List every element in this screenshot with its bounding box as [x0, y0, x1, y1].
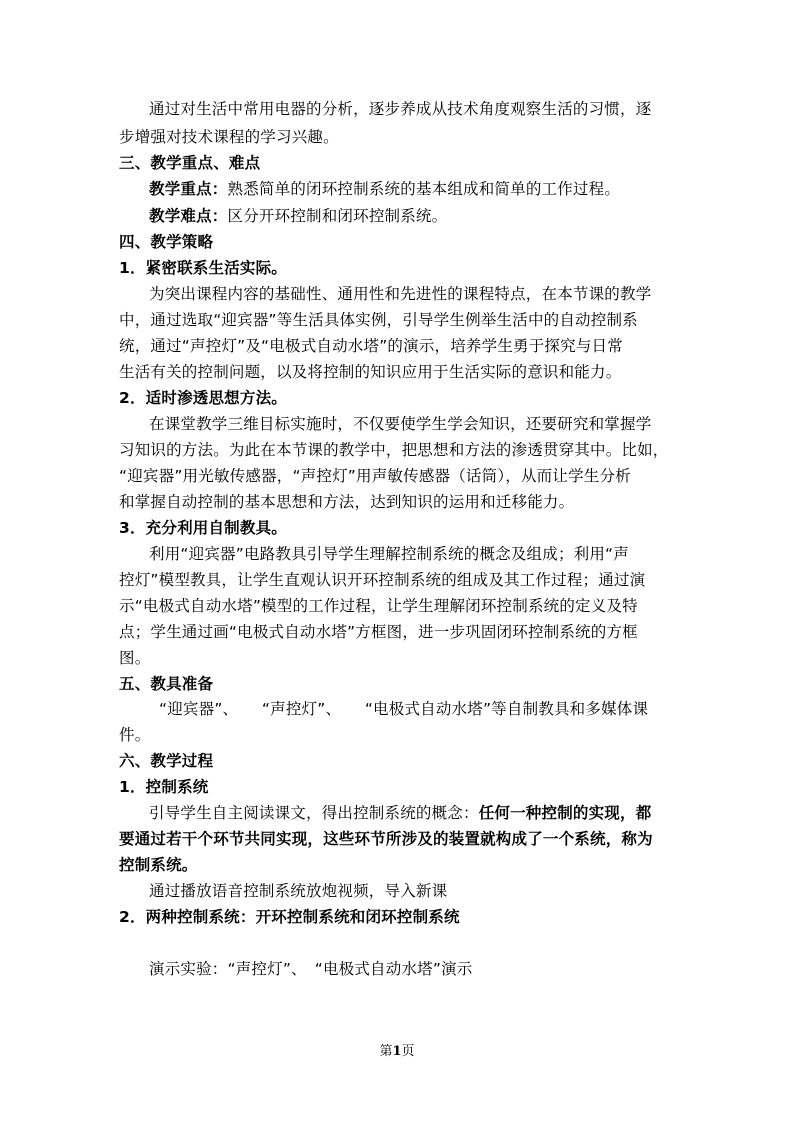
- section-4-heading: 四、教学策略: [119, 233, 214, 251]
- process-2-title: 2．两种控制系统：开环控制系统和闭环控制系统: [119, 908, 460, 926]
- section-6-heading: 六、教学过程: [119, 752, 214, 770]
- section-5-heading: 五、教具准备: [119, 675, 214, 693]
- strategy-3-line: 控灯”模型教具，让学生直观认识开环控制系统的组成及其工作过程；通过演: [119, 571, 646, 589]
- video-intro-line: 通过播放语音控制系统放炮视频，导入新课: [149, 882, 448, 900]
- strategy-1-line: 生活有关的控制问题，以及将控制的知识应用于生活实际的意识和能力。: [119, 363, 622, 381]
- footer-suffix: 页: [401, 1044, 415, 1059]
- page-footer: [0, 1040, 794, 1059]
- process-1-line: [149, 801, 651, 825]
- process-1-title: 1．控制系统: [119, 778, 209, 796]
- footer-prefix: 第: [379, 1044, 393, 1059]
- strategy-3-line: 点；学生通过画“电极式自动水塔”方框图，进一步巩固闭环控制系统的方框: [119, 623, 638, 641]
- concept-definition-line: 要通过若干个环节共同实现，这些环节所涉及的装置就构成了一个系统，称为: [119, 830, 653, 848]
- strategy-2-line: “迎宾器”用光敏传感器，“声控灯”用声敏传感器（话筒），从而让学生分析: [119, 467, 631, 485]
- equipment-line: “迎宾器”、 “声控灯”、 “电极式自动水塔”等自制教具和多媒体课: [159, 700, 649, 718]
- strategy-3-line: 图。: [119, 649, 151, 667]
- strategy-3-title: 3．充分利用自制教具。: [119, 519, 287, 537]
- difficulty-line: [149, 204, 447, 228]
- concept-intro-text: 引导学生自主阅读课文，得出控制系统的概念：: [149, 804, 479, 822]
- demo-line: 演示实验：“声控灯”、 “电极式自动水塔”演示: [149, 960, 473, 978]
- key-point-text: 熟悉简单的闭环控制系统的基本组成和简单的工作过程。: [227, 180, 621, 198]
- section-3-heading: 三、教学重点、难点: [119, 154, 261, 172]
- concept-definition-line: 控制系统。: [119, 856, 198, 874]
- strategy-1-line: 为突出课程内容的基础性、通用性和先进性的课程特点，在本节课的教学: [149, 285, 652, 303]
- strategy-3-line: 示“电极式自动水塔”模型的工作过程，让学生理解闭环控制系统的定义及特: [119, 597, 638, 615]
- strategy-1-line: 统，通过“声控灯”及“电极式自动水塔”的演示，培养学生勇于探究与日常: [119, 337, 623, 355]
- difficulty-label: 教学难点：: [149, 207, 228, 225]
- key-point-label: 教学重点：: [149, 180, 228, 198]
- difficulty-text: 区分开环控制和闭环控制系统。: [227, 207, 448, 225]
- strategy-1-line: 中，通过选取“迎宾器”等生活具体实例，引导学生例举生活中的自动控制系: [119, 311, 638, 329]
- equipment-line: 件。: [119, 726, 151, 744]
- page-number: 1: [392, 1044, 402, 1059]
- strategy-1-title: 1．紧密联系生活实际。: [119, 259, 287, 277]
- key-point-line: [149, 177, 620, 201]
- strategy-2-line: 在课堂教学三维目标实施时，不仅要使学生学会知识，还要研究和掌握学: [149, 415, 652, 433]
- strategy-2-line: 和掌握自动控制的基本思想和方法，达到知识的运用和迁移能力。: [119, 493, 575, 511]
- intro-line-1: 通过对生活中常用电器的分析，逐步养成从技术角度观察生活的习惯，逐: [149, 100, 652, 118]
- strategy-2-title: 2．适时渗透思想方法。: [119, 389, 287, 407]
- intro-line-2: 步增强对技术课程的学习兴趣。: [119, 128, 339, 146]
- strategy-3-line: 利用“迎宾器”电路教具引导学生理解控制系统的概念及组成；利用“声: [149, 545, 629, 563]
- concept-definition-text: 任何一种控制的实现，都: [478, 804, 652, 822]
- strategy-2-line: 习知识的方法。为此在本节课的教学中，把思想和方法的渗透贯穿其中。比如，: [119, 441, 669, 459]
